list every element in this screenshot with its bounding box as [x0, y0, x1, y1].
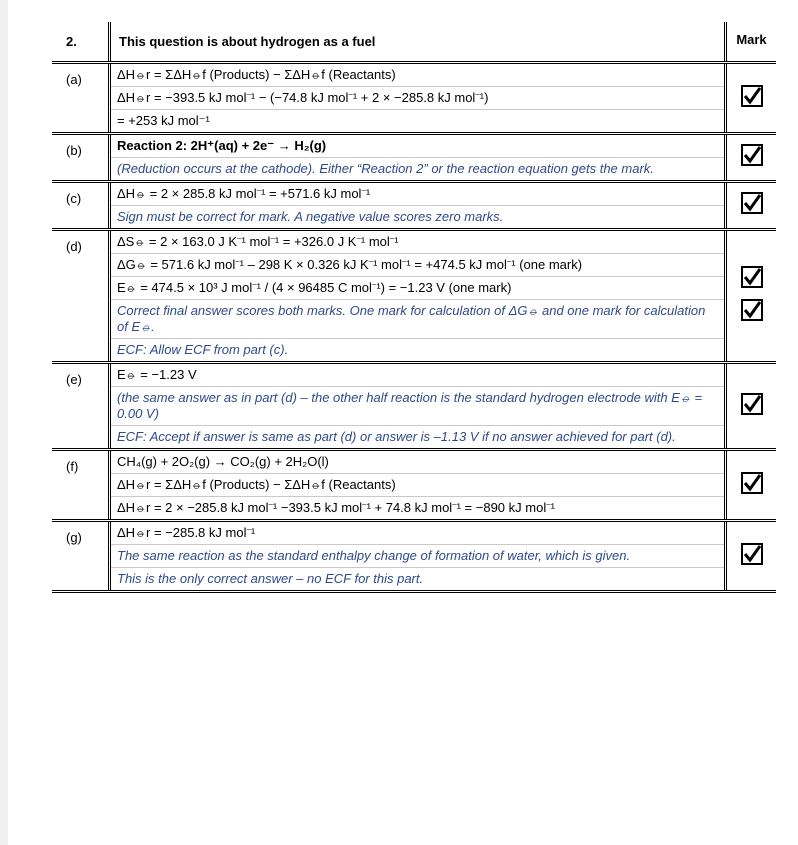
answer-body	[108, 231, 724, 361]
answer-line: ΔH⦵ = 2 × 285.8 kJ mol⁻¹ = +571.6 kJ mol⁻¹	[111, 183, 724, 206]
checkbox-tick-icon	[741, 540, 763, 573]
markscheme-table	[52, 22, 776, 593]
guidance-note: (Reduction occurs at the cathode). Either “Reaction 2” or the reaction equation gets the mark.	[117, 161, 654, 176]
part-label: (g)	[66, 530, 82, 545]
part-label: (b)	[66, 143, 82, 158]
answer-body	[108, 451, 724, 519]
answer-line: ΔH⦵r = ΣΔH⦵f (Products) − ΣΔH⦵f (Reactants)	[111, 474, 724, 497]
answer-row	[52, 135, 776, 183]
mark-cell	[724, 522, 776, 590]
part-label: (d)	[66, 239, 82, 254]
answer-row	[52, 522, 776, 593]
table-header	[52, 22, 776, 64]
guidance-note: Sign must be correct for mark. A negative value scores zero marks.	[117, 209, 504, 224]
checkbox-tick-icon	[741, 296, 763, 329]
answer-line: E⦵ = −1.23 V	[111, 364, 724, 387]
answer-line: E⦵ = 474.5 × 10³ J mol⁻¹ / (4 × 96485 C mol⁻¹) = −1.23 V (one mark)	[111, 277, 724, 300]
guidance-note: Correct final answer scores both marks. One mark for calculation of ΔG⦵ and one mark for calculation of E⦵.	[111, 300, 724, 339]
guidance-note: This is the only correct answer – no ECF for this part.	[117, 571, 424, 586]
answer-line: ΔH⦵r = −393.5 kJ mol⁻¹ − (−74.8 kJ mol⁻¹ + 2 × −285.8 kJ mol⁻¹)	[111, 87, 724, 110]
mark-cell	[724, 364, 776, 448]
answer-line: ΔH⦵r = 2 × −285.8 kJ mol⁻¹ −393.5 kJ mol⁻¹ + 74.8 kJ mol⁻¹ = −890 kJ mol⁻¹	[117, 500, 555, 515]
checkbox-tick-icon	[741, 263, 763, 296]
answer-body	[108, 364, 724, 448]
answer-line: ΔH⦵r = ΣΔH⦵f (Products) − ΣΔH⦵f (Reactants)	[111, 64, 724, 87]
part-label: (f)	[66, 459, 79, 474]
answer-row	[52, 64, 776, 135]
answer-line: Reaction 2: 2H⁺(aq) + 2e⁻ → H₂(g)	[111, 135, 724, 158]
answer-line: ΔS⦵ = 2 × 163.0 J K⁻¹ mol⁻¹ = +326.0 J K⁻¹ mol⁻¹	[111, 231, 724, 254]
mark-cell	[724, 135, 776, 180]
answer-row	[52, 183, 776, 231]
answer-body	[108, 183, 724, 228]
question-title: This question is about hydrogen as a fuel	[108, 22, 724, 61]
checkbox-tick-icon	[741, 390, 763, 423]
mark-cell	[724, 451, 776, 519]
answer-line: ΔG⦵ = 571.6 kJ mol⁻¹ – 298 K × 0.326 kJ K⁻¹ mol⁻¹ = +474.5 kJ mol⁻¹ (one mark)	[111, 254, 724, 277]
answer-row	[52, 451, 776, 522]
part-label: (c)	[66, 191, 82, 206]
mark-cell	[724, 64, 776, 132]
answer-body	[108, 522, 724, 590]
guidance-note: ECF: Allow ECF from part (c).	[117, 342, 289, 357]
part-label: (e)	[66, 372, 82, 387]
checkbox-tick-icon	[741, 82, 763, 115]
mark-column-header: Mark	[724, 22, 776, 61]
answer-body	[108, 64, 724, 132]
guidance-note: ECF: Accept if answer is same as part (d) or answer is –1.13 V if no answer achieved for part (d).	[117, 429, 676, 444]
answer-line: CH₄(g) + 2O₂(g) → CO₂(g) + 2H₂O(l)	[111, 451, 724, 474]
checkbox-tick-icon	[741, 141, 763, 174]
guidance-note: The same reaction as the standard enthalpy change of formation of water, which is given.	[111, 545, 724, 568]
answer-line: ΔH⦵r = −285.8 kJ mol⁻¹	[111, 522, 724, 545]
guidance-note: (the same answer as in part (d) – the other half reaction is the standard hydrogen electrode with E⦵ = 0.00 V)	[111, 387, 724, 426]
checkbox-tick-icon	[741, 469, 763, 502]
answer-row	[52, 231, 776, 364]
rows	[52, 64, 776, 593]
page	[8, 0, 798, 845]
part-label: (a)	[66, 72, 82, 87]
mark-cell	[724, 231, 776, 361]
checkbox-tick-icon	[741, 189, 763, 222]
question-number: 2.	[66, 34, 77, 49]
answer-line: = +253 kJ mol⁻¹	[117, 113, 210, 128]
mark-cell	[724, 183, 776, 228]
answer-row	[52, 364, 776, 451]
answer-body	[108, 135, 724, 180]
